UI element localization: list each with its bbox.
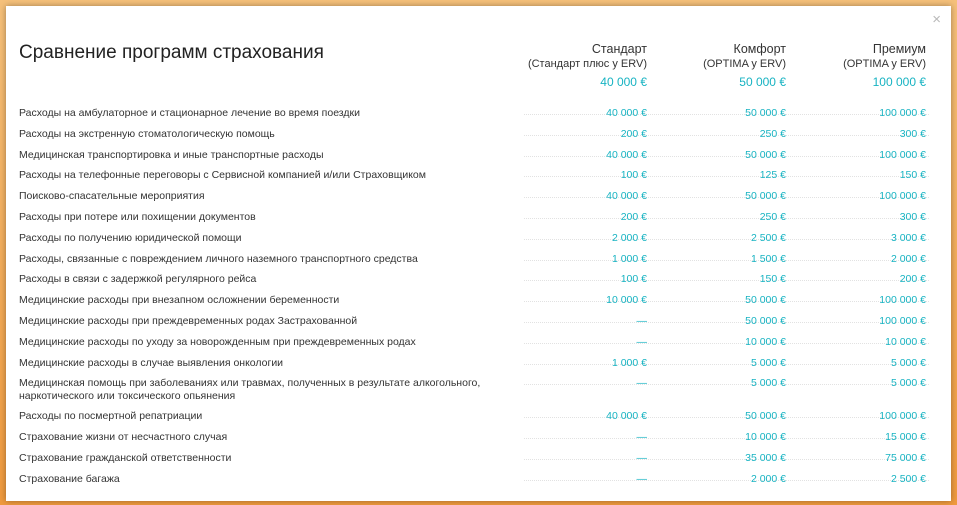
- row-value: 100 000 €: [879, 190, 926, 203]
- row-value: 100 €: [620, 169, 647, 182]
- plan-name: Премиум: [872, 42, 926, 56]
- plan-name: Комфорт: [733, 42, 786, 56]
- coverage-table: [19, 104, 929, 491]
- plan-name: Стандарт: [591, 42, 647, 56]
- row-label: Поисково-спасательные мероприятия: [19, 190, 523, 203]
- row-value: 250 €: [759, 210, 786, 223]
- row-value: —: [636, 472, 647, 485]
- plan-subtitle: (OPTIMA у ERV): [843, 58, 926, 70]
- row-label: Расходы на телефонные переговоры с Сервисной компанией и/или Страховщиком: [19, 169, 523, 182]
- plan-price: 40 000 €: [600, 75, 647, 89]
- row-value: 100 000 €: [879, 314, 926, 327]
- table-row: [19, 449, 929, 470]
- row-value: 40 000 €: [606, 107, 647, 119]
- row-label: Расходы на амбулаторное и стационарное лечение во время поездки: [19, 107, 523, 120]
- table-row: [19, 407, 929, 428]
- table-row: [19, 125, 929, 146]
- row-value: 1 500 €: [750, 252, 786, 265]
- table-row: [19, 229, 929, 250]
- row-value: 100 000 €: [879, 410, 926, 423]
- row-value: 15 000 €: [885, 431, 926, 444]
- row-label: Страхование жизни от несчастного случая: [19, 431, 523, 444]
- row-value: 200 €: [899, 273, 926, 286]
- row-label: Расходы в связи с задержкой регулярного рейса: [19, 273, 523, 286]
- row-value: —: [636, 431, 647, 444]
- row-value: 100 €: [620, 273, 647, 286]
- row-label: Расходы по посмертной репатриации: [19, 410, 523, 423]
- table-row: [19, 270, 929, 291]
- table-row: [19, 208, 929, 229]
- row-value: —: [636, 335, 647, 348]
- row-value: 1 000 €: [611, 356, 647, 369]
- row-value: 40 000 €: [606, 148, 647, 161]
- row-value: 100 000 €: [879, 148, 926, 161]
- row-value: 5 000 €: [750, 377, 786, 390]
- row-value: 300 €: [899, 210, 926, 223]
- row-label: Страхование багажа: [19, 473, 523, 486]
- plan-subtitle: (Стандарт плюс у ERV): [527, 58, 647, 70]
- plan-subtitle: (OPTIMA у ERV): [703, 58, 786, 70]
- row-value: 100 000 €: [879, 107, 926, 119]
- table-row: [19, 374, 929, 407]
- row-value: 1 000 €: [611, 252, 647, 265]
- plan-price: 50 000 €: [739, 75, 786, 89]
- row-label: Медицинские расходы при преждевременных родах Застрахованной: [19, 315, 523, 328]
- row-value: 10 000 €: [885, 335, 926, 348]
- row-value: 125 €: [759, 169, 786, 182]
- row-label: Медицинские расходы по уходу за новорожденным при преждевременных родах: [19, 336, 523, 349]
- row-value: 10 000 €: [606, 294, 647, 307]
- row-value: 40 000 €: [606, 190, 647, 203]
- row-value: 10 000 €: [745, 335, 786, 348]
- table-row: [19, 291, 929, 312]
- dialog-title: Сравнение программ страхования: [19, 42, 324, 63]
- row-value: 5 000 €: [750, 356, 786, 369]
- row-value: 300 €: [899, 127, 926, 140]
- row-label: Медицинская транспортировка и иные транспортные расходы: [19, 149, 523, 162]
- table-row: [19, 146, 929, 167]
- row-value: 2 500 €: [890, 472, 926, 485]
- row-value: 2 500 €: [750, 231, 786, 244]
- table-row: [19, 187, 929, 208]
- table-row: [19, 470, 929, 491]
- row-label: Расходы на экстренную стоматологическую помощь: [19, 128, 523, 141]
- row-value: —: [636, 451, 647, 464]
- row-value: 50 000 €: [745, 314, 786, 327]
- row-value: 2 000 €: [611, 231, 647, 244]
- row-label: Расходы, связанные с повреждением личного наземного транспортного средства: [19, 253, 523, 266]
- row-value: 3 000 €: [890, 231, 926, 244]
- row-value: 50 000 €: [745, 148, 786, 161]
- row-value: 50 000 €: [745, 190, 786, 203]
- row-value: 75 000 €: [885, 451, 926, 464]
- row-value: 150 €: [899, 169, 926, 182]
- row-label: Расходы по получению юридической помощи: [19, 232, 523, 245]
- row-value: 150 €: [759, 273, 786, 286]
- row-value: 2 000 €: [890, 252, 926, 265]
- row-label: Страхование гражданской ответственности: [19, 452, 523, 465]
- row-value: 50 000 €: [745, 294, 786, 307]
- row-value: —: [636, 314, 647, 327]
- row-label: Расходы при потере или похищении документов: [19, 211, 523, 224]
- row-value: 5 000 €: [890, 356, 926, 369]
- table-row: [19, 333, 929, 354]
- close-icon[interactable]: ×: [932, 11, 941, 28]
- row-value: 10 000 €: [745, 431, 786, 444]
- row-value: —: [636, 377, 647, 390]
- row-label: Медицинские расходы в случае выявления онкологии: [19, 357, 523, 370]
- table-row: [19, 166, 929, 187]
- row-value: 2 000 €: [750, 472, 786, 485]
- row-value: 40 000 €: [606, 410, 647, 423]
- row-value: 5 000 €: [890, 377, 926, 390]
- table-row: [19, 250, 929, 271]
- row-label: Медицинская помощь при заболеваниях или травмах, полученных в результате алкогольного, наркотического или токсического опьянения: [19, 377, 523, 403]
- table-row: [19, 354, 929, 375]
- table-row: [19, 428, 929, 449]
- row-value: 250 €: [759, 127, 786, 140]
- row-value: 200 €: [620, 210, 647, 223]
- table-row: [19, 104, 929, 125]
- plan-price: 100 000 €: [872, 75, 926, 89]
- row-value: 35 000 €: [745, 451, 786, 464]
- table-row: [19, 312, 929, 333]
- comparison-dialog: [6, 6, 951, 501]
- row-label: Медицинские расходы при внезапном осложнении беременности: [19, 294, 523, 307]
- row-value: 100 000 €: [879, 294, 926, 307]
- row-value: 50 000 €: [745, 410, 786, 423]
- row-value: 50 000 €: [745, 107, 786, 119]
- plan-header-premium: [726, 42, 926, 90]
- row-value: 200 €: [620, 127, 647, 140]
